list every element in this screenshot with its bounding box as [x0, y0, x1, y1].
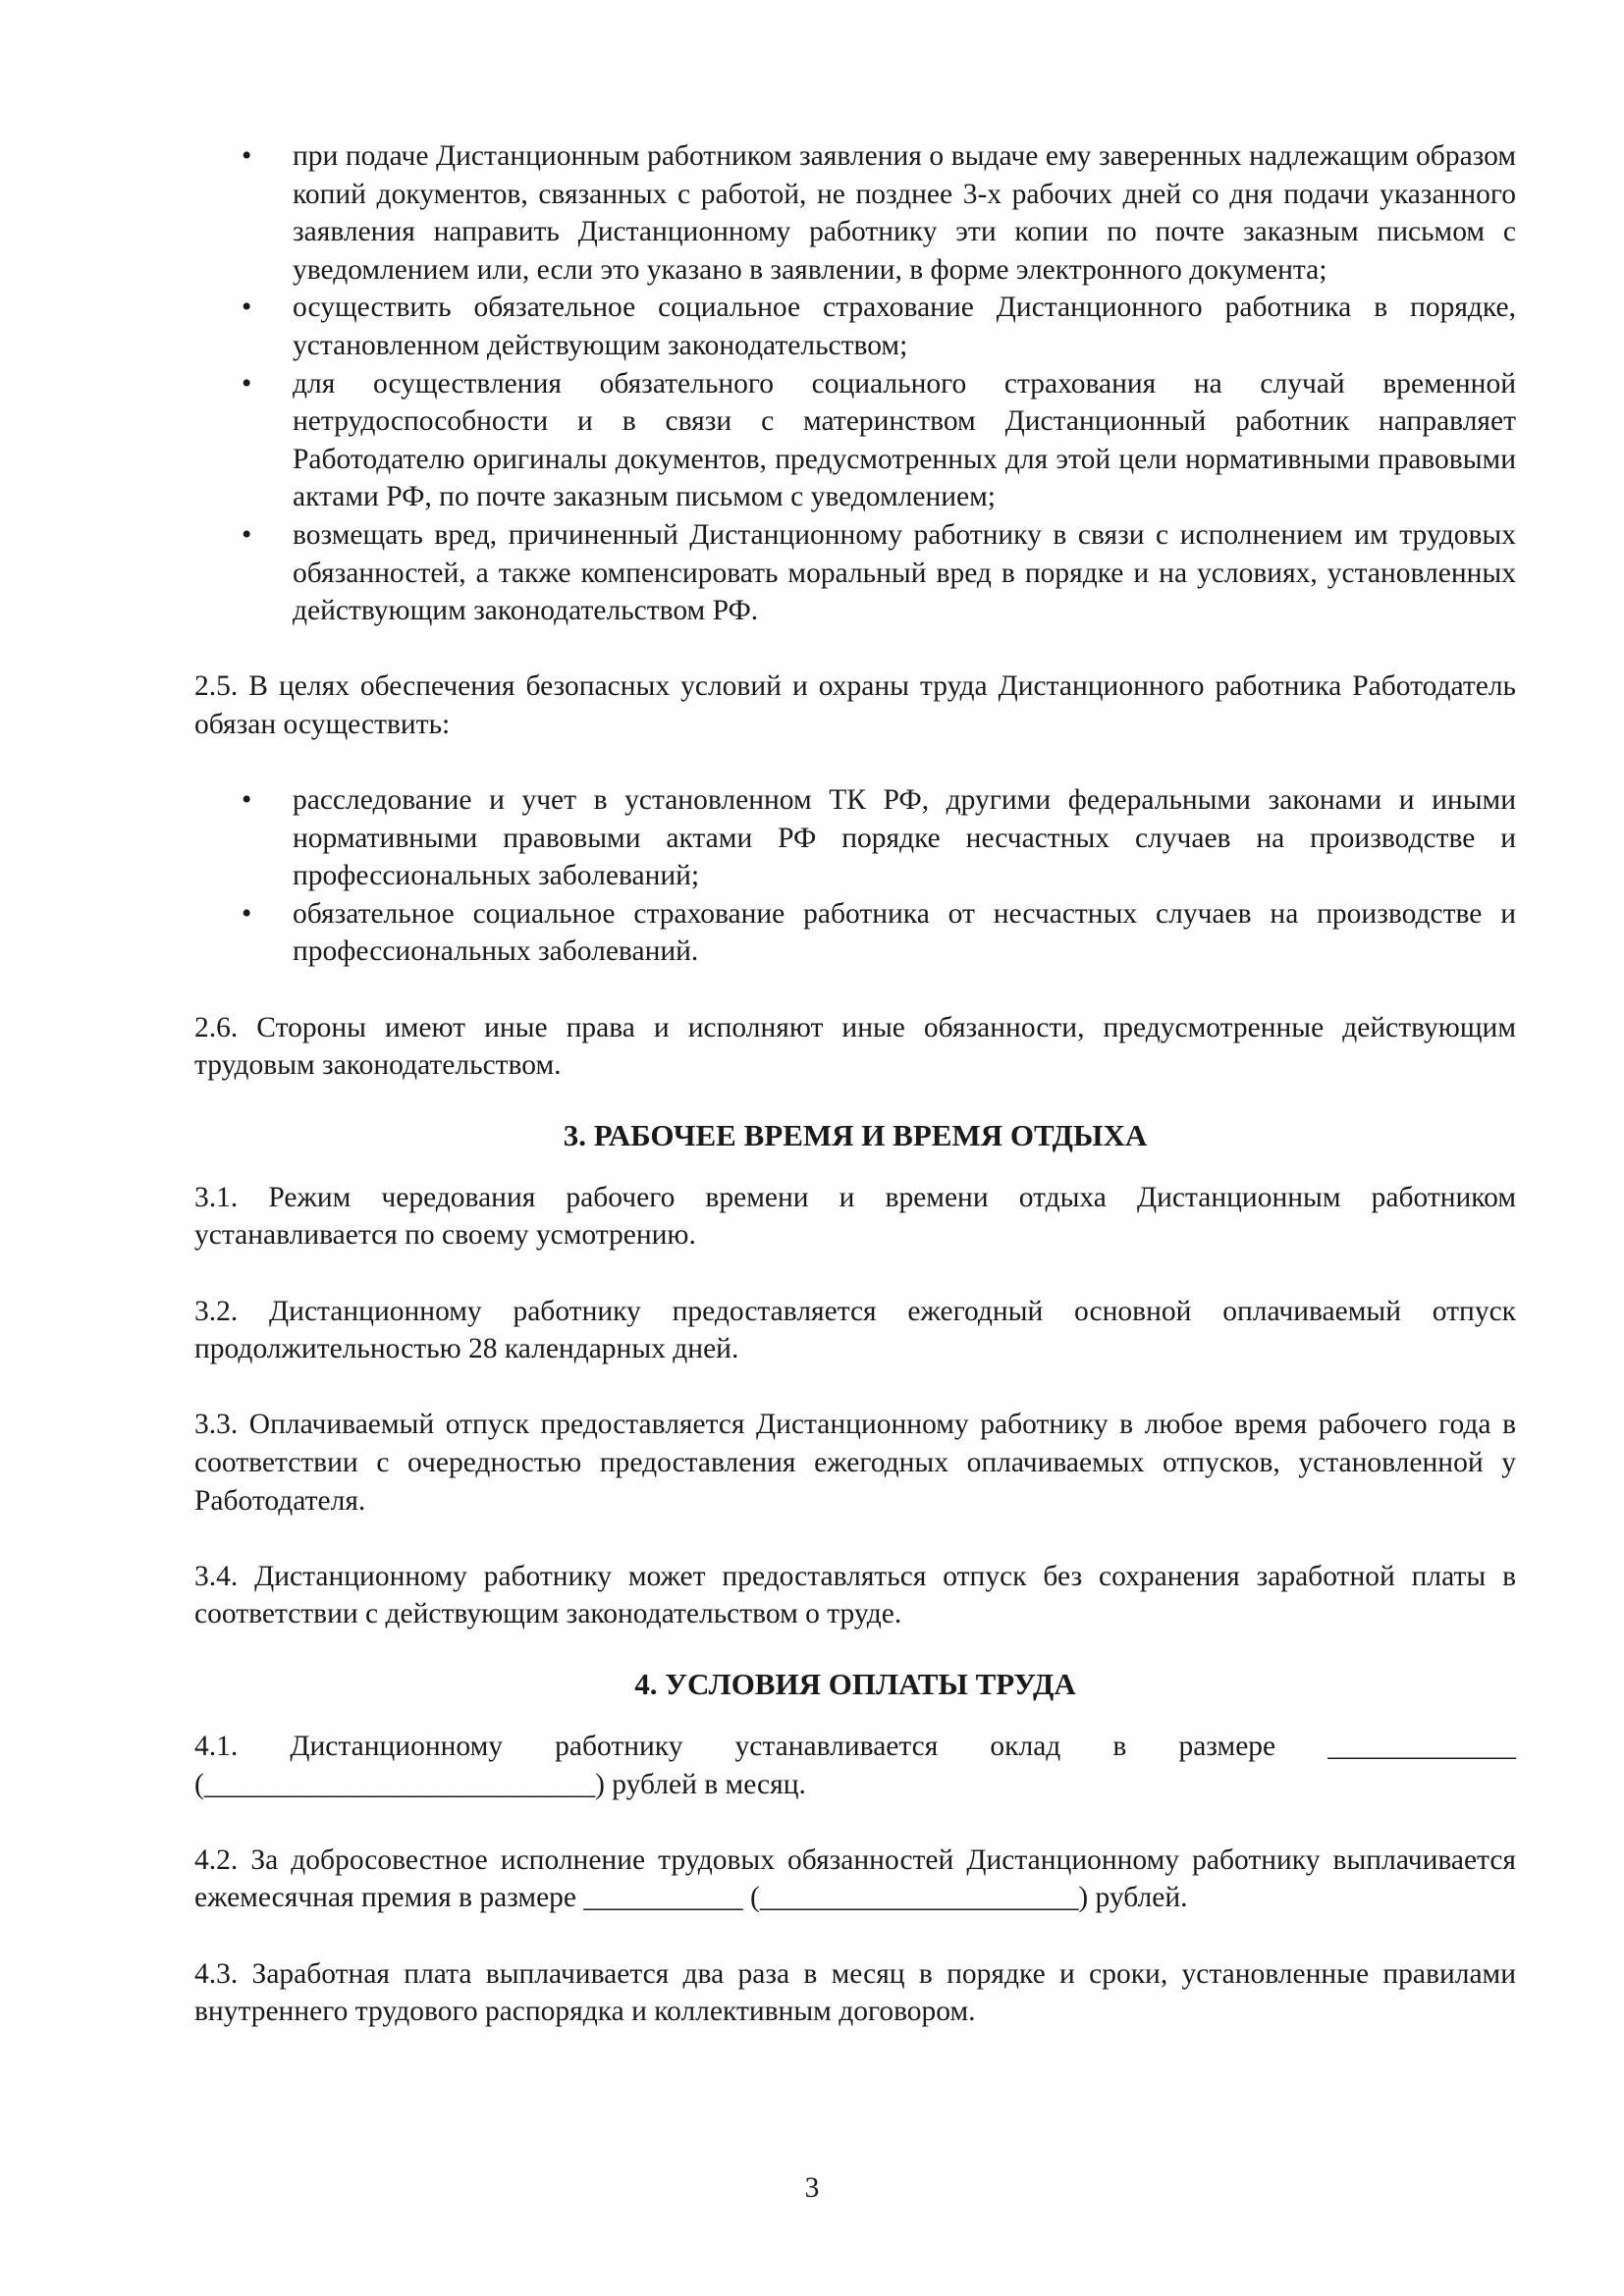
- section-4-heading: 4. УСЛОВИЯ ОПЛАТЫ ТРУДА: [634, 1666, 1076, 1701]
- paragraph-3-1: 3.1. Режим чередования рабочего времени и времени отдыха Дистанционным работником устанавливается по своему усмотрению.: [194, 1181, 1516, 1252]
- safety-duties-list: [194, 781, 1516, 971]
- list-item-text: при подаче Дистанционным работником заявления о выдаче ему заверенных надлежащим образом копий документов, связанных с работой, не позднее 3-х рабочих дней со дня подачи указанного заявления направить Дистанционному работнику эти копии по почте заказным письмом с уведомлением или, если это указано в заявлении, в форме электронного документа;: [293, 140, 1516, 286]
- bullet-symbol: •: [242, 784, 252, 817]
- paragraph-4-2: 4.2. За добросовестное исполнение трудовых обязанностей Дистанционному работнику выплачивается ежемесячная премия в размере ___________ (______________________) рублей.: [194, 1843, 1516, 1914]
- paragraph-3-2: 3.2. Дистанционному работнику предоставляется ежегодный основной оплачиваемый отпуск продолжительностью 28 календарных дней.: [194, 1295, 1516, 1365]
- list-item-text: обязательное социальное страхование работника от несчастных случаев на производстве и профессиональных заболеваний.: [293, 897, 1516, 968]
- list-item: [194, 289, 1516, 364]
- list-item: [194, 895, 1516, 971]
- bullet-symbol: •: [242, 518, 252, 551]
- page-number: 3: [804, 2172, 820, 2204]
- list-item-text: осуществить обязательное социальное страхование Дистанционного работника в порядке, установленном действующим законодательством;: [293, 292, 1516, 361]
- bullet-symbol: •: [242, 367, 252, 400]
- paragraph-2-6: 2.6. Стороны имеют иные права и исполняют иные обязанности, предусмотренные действующим трудовым законодательством.: [194, 1011, 1516, 1082]
- paragraph-2-5: 2.5. В целях обеспечения безопасных условий и охраны труда Дистанционного работника Работодатель обязан осуществить:: [194, 670, 1516, 740]
- list-item: [194, 137, 1516, 289]
- document-body: [194, 137, 1516, 2031]
- bullet-symbol: •: [242, 292, 252, 324]
- list-item-text: возмещать вред, причиненный Дистанционному работнику в связи с исполнением им трудовых обязанностей, а также компенсировать моральный вред в порядке и на условиях, установленных действующим законодательством РФ.: [293, 518, 1516, 627]
- list-item-text: расследование и учет в установленном ТК РФ, другими федеральными законами и иными нормативными правовыми актами РФ порядке несчастных случаев на производстве и профессиональных заболеваний;: [293, 784, 1516, 892]
- paragraph-3-3: 3.3. Оплачиваемый отпуск предоставляется Дистанционному работнику в любое время рабочего года в соответствии с очередностью предоставления ежегодных оплачиваемых отпусков, установленной у Работодателя.: [194, 1409, 1516, 1517]
- list-item: [194, 365, 1516, 516]
- section-3-heading: 3. РАБОЧЕЕ ВРЕМЯ И ВРЕМЯ ОТДЫХА: [563, 1117, 1148, 1152]
- paragraph-4-3: 4.3. Заработная плата выплачивается два раза в месяц в порядке и сроки, установленные правилами внутреннего трудового распорядка и коллективным договором.: [194, 1957, 1516, 2028]
- paragraph-3-4: 3.4. Дистанционному работнику может предоставляться отпуск без сохранения заработной платы в соответствии с действующим законодательством о труде.: [194, 1560, 1516, 1630]
- list-item-text: для осуществления обязательного социального страхования на случай временной нетрудоспособности и в связи с материнством Дистанционный работник направляет Работодателю оригиналы документов, предусмотренных для этой цели нормативными правовыми актами РФ, по почте заказным письмом с уведомлением;: [293, 367, 1516, 513]
- bullet-symbol: •: [242, 140, 252, 172]
- list-item: [194, 516, 1516, 630]
- list-item: [194, 781, 1516, 895]
- bullet-symbol: •: [242, 897, 252, 930]
- paragraph-4-1: 4.1. Дистанционному работнику устанавливается оклад в размере _____________ (___________________________) рублей в месяц.: [194, 1730, 1516, 1800]
- employer-duties-list: [194, 137, 1516, 630]
